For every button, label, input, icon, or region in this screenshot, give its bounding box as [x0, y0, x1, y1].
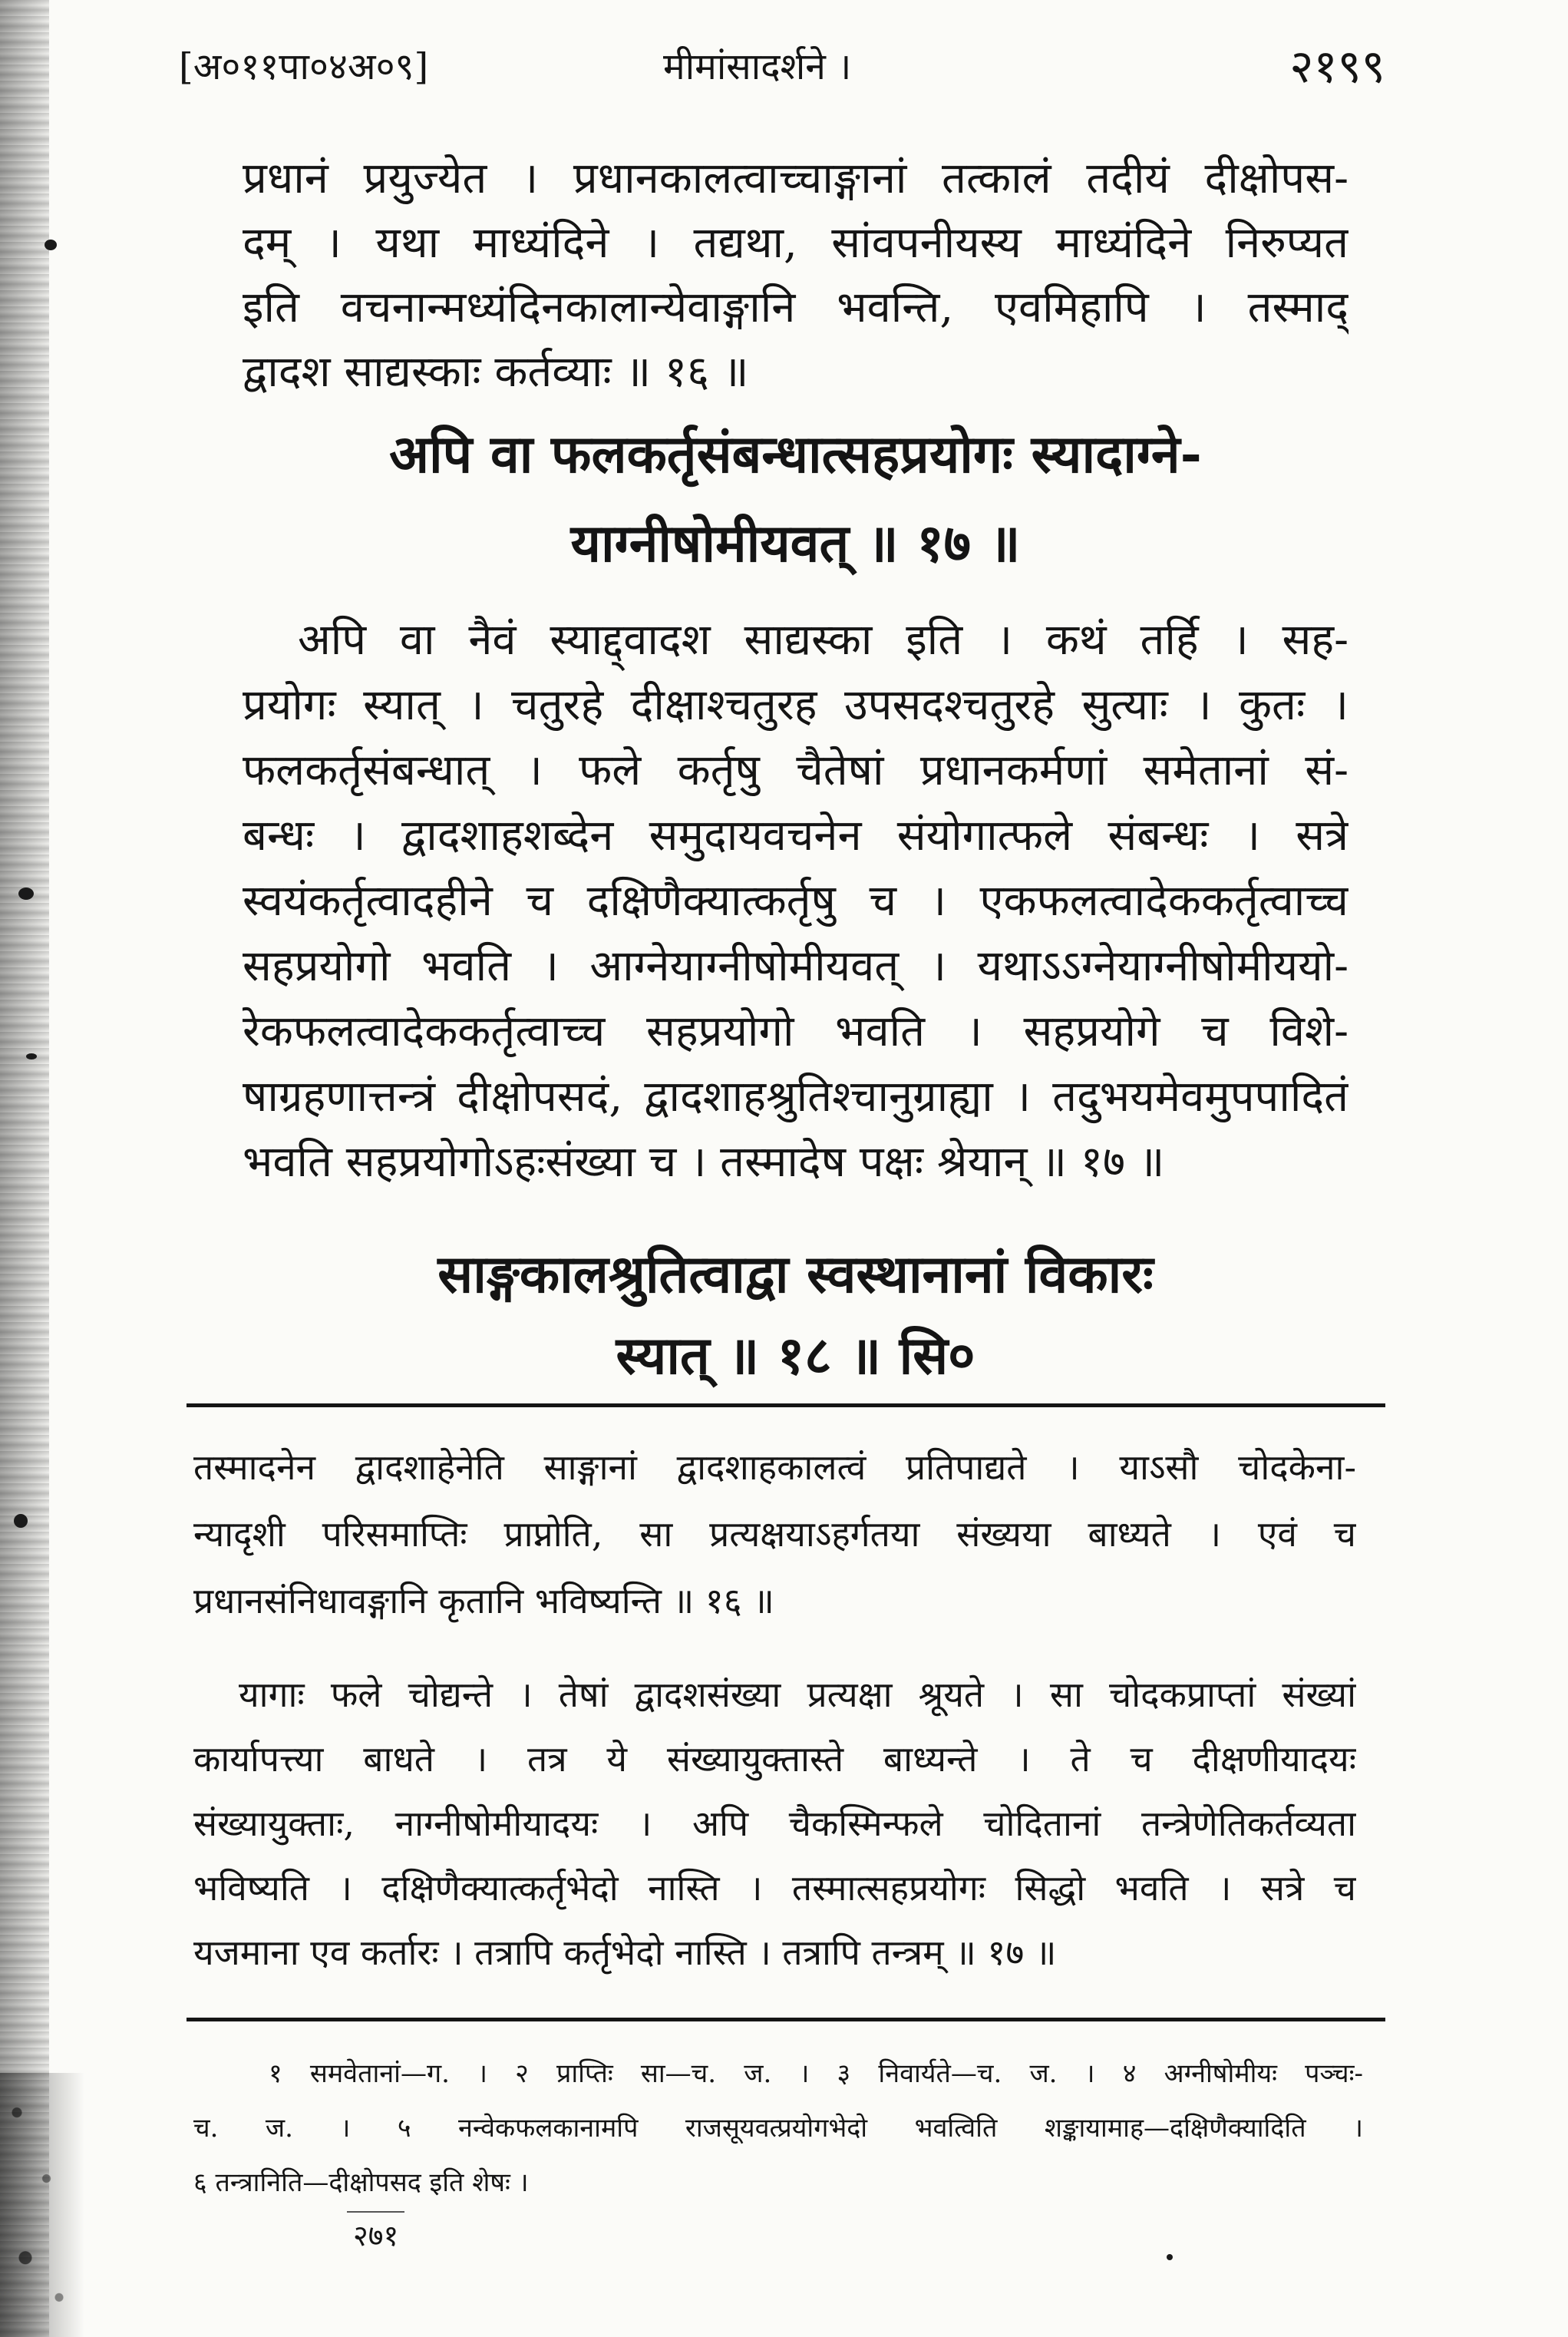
gloss-line: भविष्यति । दक्षिणैक्यात्कर्तृभेदो नास्ति । तस्मात्सहप्रयोगः सिद्धो भवति । सत्रे च	[193, 1867, 1356, 1909]
commentary-line: प्रधानं प्रयुज्येत । प्रधानकालत्वाच्चाङ्गानां तत्कालं तदीयं दीक्षोपस-	[243, 154, 1348, 203]
gloss-line: न्यादृशी परिसमाप्तिः प्राप्नोति, सा प्रत्यक्षयाऽहर्गतया संख्यया बाध्यते । एवं च	[193, 1513, 1356, 1555]
sutra-line: स्यात् ॥ १८ ॥ सि०	[616, 1325, 975, 1387]
gloss-line: कार्यापत्त्या बाधते । तत्र ये संख्यायुक्तास्ते बाध्यन्ते । ते च दीक्षणीयादयः	[193, 1738, 1356, 1780]
scan-speck	[1167, 2254, 1173, 2260]
scan-edge-shadow	[0, 0, 49, 2337]
commentary-line: रेकफलत्वादेककर्तृत्वाच्च सहप्रयोगो भवति । सहप्रयोगे च विशे-	[243, 1007, 1348, 1056]
commentary-paragraph	[243, 147, 1348, 405]
gloss-paragraph	[193, 1662, 1356, 1985]
gloss-line: संख्यायुक्ताः, नाग्नीषोमीयादयः । अपि चैकस्मिन्फले चोदितानां तन्त्रेणेतिकर्तव्यता	[193, 1803, 1356, 1844]
sutra-line: याग्नीषोमीयवत् ॥ १७ ॥	[570, 513, 1021, 574]
sutra-18	[243, 1234, 1348, 1397]
scan-speck	[45, 240, 57, 250]
gloss-line: यागाः फले चोद्यन्ते । तेषां द्वादशसंख्या प्रत्यक्षा श्रूयते । सा चोदकप्राप्तां संख्यां	[239, 1674, 1356, 1715]
printer-signature: २७१	[347, 2211, 404, 2259]
commentary-line: षाग्रहणात्तन्त्रं दीक्षोपसदं, द्वादशाहश्रुतिश्चानुग्राह्या । तदुभयमेवमुपपादितं	[243, 1072, 1348, 1122]
commentary-line: द्वादश साद्यस्काः कर्तव्याः ॥ १६ ॥	[243, 347, 749, 397]
section-reference: [अ०११पा०४अ०९]	[179, 45, 429, 88]
commentary-line: प्रयोगः स्यात् । चतुरहे दीक्षाश्चतुरह उपसदश्चतुरहे सुत्याः । कुतः ।	[243, 680, 1348, 730]
page-number: २१९९	[1289, 40, 1385, 94]
scan-speck	[26, 1053, 37, 1059]
scan-speck	[18, 888, 34, 900]
footnotes	[193, 2047, 1363, 2210]
commentary-line: भवति सहप्रयोगोऽहःसंख्या च । तस्मादेष पक्षः श्रेयान् ॥ १७ ॥	[243, 1137, 1165, 1187]
commentary-line: स्वयंकर्तृत्वादहीने च दक्षिणैक्यात्कर्तृषु च । एकफलत्वादेककर्तृत्वाच्च	[243, 876, 1348, 926]
scan-speck	[14, 1514, 28, 1528]
sutra-17	[243, 410, 1348, 588]
sutra-line: अपि वा फलकर्तृसंबन्धात्सहप्रयोगः स्यादाग्ने-	[389, 424, 1202, 485]
running-title: मीमांसादर्शने ।	[663, 45, 852, 88]
footnote-line: ६ तन्त्रानिति—दीक्षोपसद इति शेषः ।	[193, 2167, 529, 2198]
commentary-line: इति वचनान्मध्यंदिनकालान्येवाङ्गानि भवन्ति, एवमिहापि । तस्माद्	[243, 283, 1348, 332]
gloss-paragraph	[193, 1434, 1356, 1635]
footnote-line: १ समवेतानां—ग. । २ प्राप्तिः सा—च. ज. । ३ निवार्यते—च. ज. । ४ अग्नीषोमीयः पञ्चः-	[269, 2058, 1363, 2089]
footnote-line: च. ज. । ५ नन्वेकफलकानामपि राजसूयवत्प्रयोगभेदो भवत्विति शङ्कायामाह—दक्षिणैक्यादिति ।	[193, 2113, 1363, 2144]
commentary-line: बन्धः । द्वादशाहशब्देन समुदायवचनेन संयोगात्फले संबन्धः । सत्रे	[243, 811, 1348, 861]
commentary-line: सहप्रयोगो भवति । आग्नेयाग्नीषोमीयवत् । यथाऽऽग्नेयाग्नीषोमीययो-	[243, 941, 1348, 991]
scan-corner-noise	[0, 2073, 84, 2337]
commentary-line: दम् । यथा माध्यंदिने । तद्यथा, सांवपनीयस्य माध्यंदिने निरुप्यत	[243, 218, 1348, 268]
gloss-line: तस्मादनेन द्वादशाहेनेति साङ्गानां द्वादशाहकालत्वं प्रतिपाद्यते । याऽसौ चोदकेना-	[193, 1446, 1356, 1488]
separator-rule	[187, 1403, 1385, 1407]
sutra-line: साङ्गकालश्रुतित्वाद्वा स्वस्थानानां विकारः	[437, 1244, 1154, 1305]
commentary-paragraph	[243, 607, 1348, 1195]
commentary-line: अपि वा नैवं स्याद्द्वादश साद्यस्का इति । कथं तर्हि । सह-	[298, 615, 1348, 665]
gloss-line: यजमाना एव कर्तारः । तत्रापि कर्तृभेदो नास्ति । तत्रापि तन्त्रम् ॥ १७ ॥	[193, 1932, 1057, 1973]
commentary-line: फलकर्तृसंबन्धात् । फले कर्तृषु चैतेषां प्रधानकर्मणां समेतानां सं-	[243, 745, 1348, 795]
gloss-line: प्रधानसंनिधावङ्गानि कृतानि भविष्यन्ति ॥ १६ ॥	[193, 1580, 774, 1621]
separator-rule	[187, 2018, 1385, 2021]
